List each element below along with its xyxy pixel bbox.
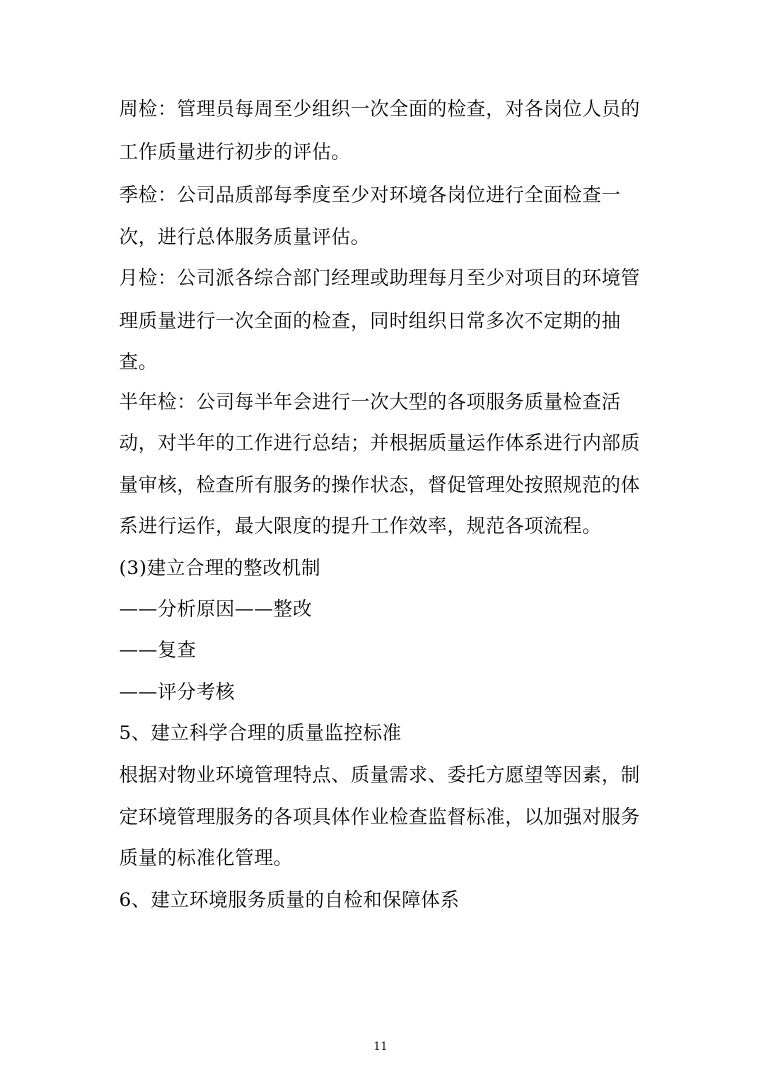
text-line: 理质量进行一次全面的检查，同时组织日常多次不定期的抽	[119, 310, 621, 332]
text-line: 次，进行总体服务质量评估。	[119, 226, 370, 248]
text-line: 根据对物业环境管理特点、质量需求、委托方愿望等因素，制	[119, 764, 641, 786]
text-line: 查。	[119, 351, 158, 373]
text-line: 季检：公司品质部每季度至少对环境各岗位进行全面检查一	[119, 184, 621, 206]
process-step: ——复查	[119, 639, 197, 661]
text-line: 定环境管理服务的各项具体作业检查监督标准，以加强对服务	[119, 806, 641, 828]
process-step: ——分析原因——整改	[119, 598, 313, 620]
page-number: 11	[373, 1040, 388, 1053]
section-heading: 5、建立科学合理的质量监控标准	[119, 722, 402, 744]
section-heading: (3)建立合理的整改机制	[119, 557, 321, 579]
text-line: 动，对半年的工作进行总结；并根据质量运作体系进行内部质	[119, 432, 641, 454]
process-step: ——评分考核	[119, 681, 235, 703]
text-line: 质量的标准化管理。	[119, 847, 293, 869]
text-line: 工作质量进行初步的评估。	[119, 141, 351, 163]
section-heading: 6、建立环境服务质量的自检和保障体系	[119, 889, 460, 911]
text-line: 量审核，检查所有服务的操作状态，督促管理处按照规范的体	[119, 474, 641, 496]
text-line: 系进行运作，最大限度的提升工作效率，规范各项流程。	[119, 515, 602, 537]
text-line: 周检：管理员每周至少组织一次全面的检查，对各岗位人员的	[119, 98, 641, 120]
text-line: 月检：公司派各综合部门经理或助理每月至少对项目的环境管	[119, 267, 641, 289]
text-line: 半年检：公司每半年会进行一次大型的各项服务质量检查活	[119, 391, 621, 413]
